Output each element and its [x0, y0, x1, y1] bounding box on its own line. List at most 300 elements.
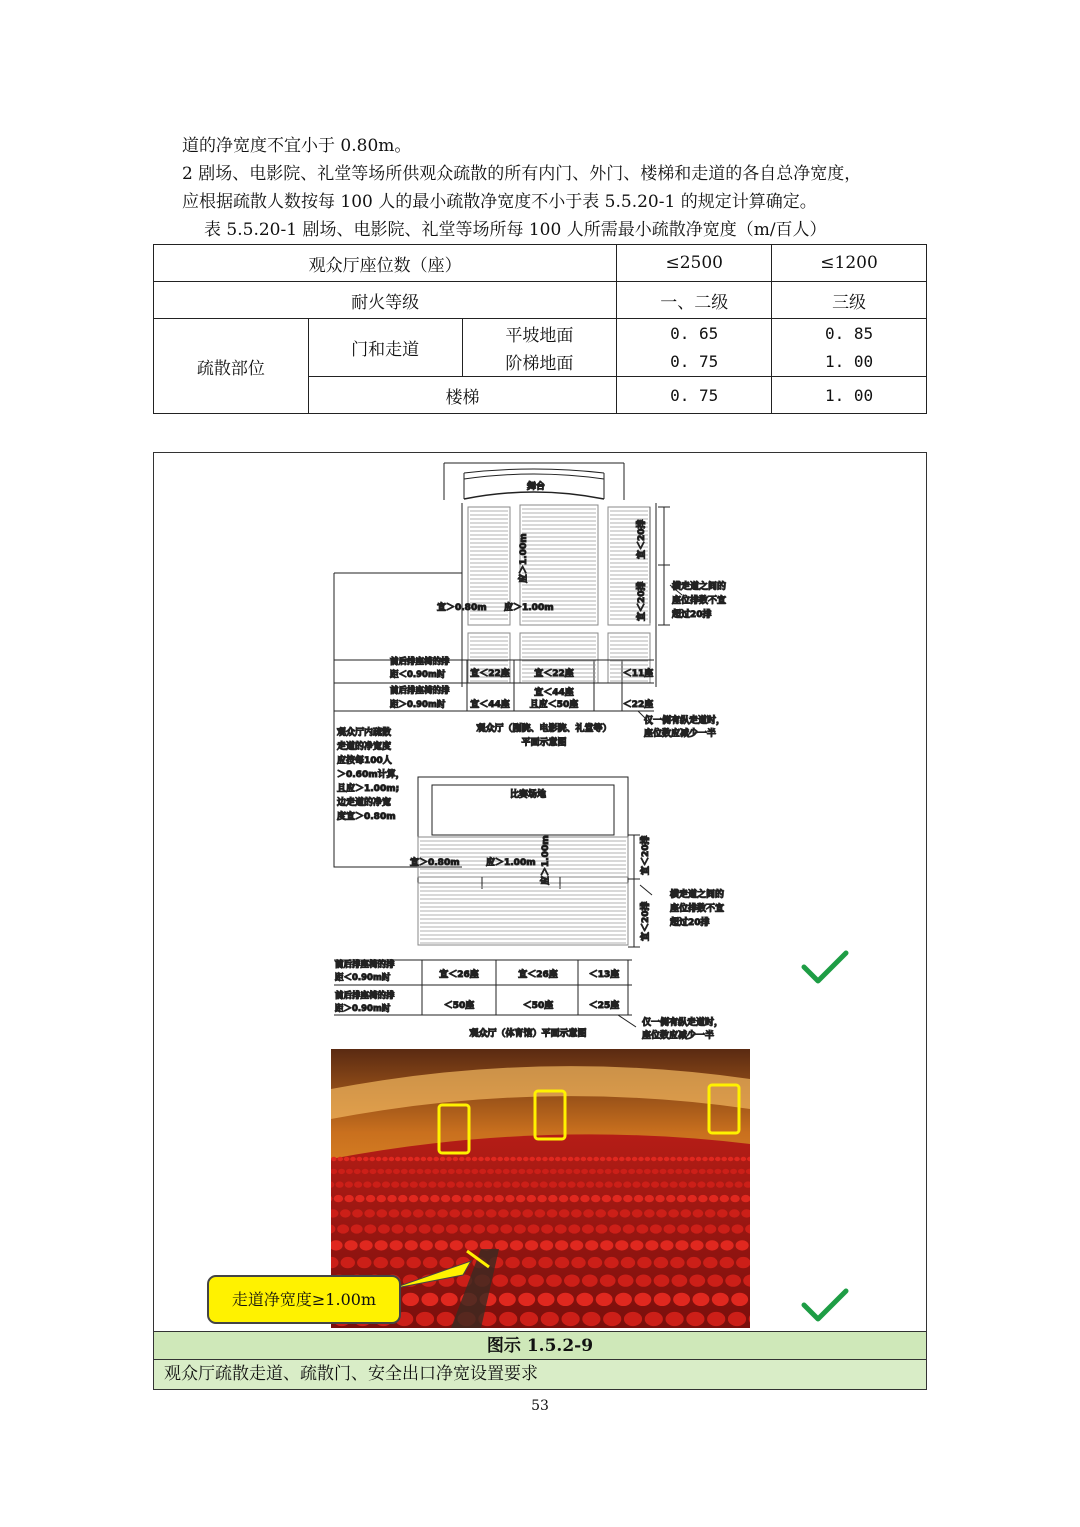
row1-label-1: 前后排座椅的排	[390, 657, 450, 667]
seat	[375, 1240, 388, 1250]
seat	[340, 1209, 351, 1217]
seat	[623, 1224, 635, 1233]
seat	[492, 1274, 508, 1286]
seat	[571, 1257, 585, 1268]
check-icon	[800, 949, 850, 987]
seat	[450, 1240, 463, 1250]
seat	[535, 1209, 546, 1217]
seat	[345, 1181, 353, 1187]
single-side-note2-2: 座位数应减少一半	[642, 1031, 715, 1041]
seat	[675, 1240, 688, 1250]
rows-note-2: 座位排数不宜	[672, 596, 727, 606]
seat	[655, 1195, 664, 1202]
seat	[423, 1257, 437, 1268]
seat	[677, 1157, 683, 1161]
seat	[503, 1169, 510, 1174]
seat	[478, 1157, 484, 1161]
aisle-width-callout: 走道净宽度≥1.00m	[207, 1275, 401, 1324]
left-note-6: 边走道的净宽	[337, 798, 392, 808]
seat	[716, 1181, 724, 1187]
seat	[595, 1181, 603, 1187]
seat	[505, 1195, 514, 1202]
door-aisle-label: 门和走道	[308, 319, 462, 377]
row3-val-center: 宜＜26座	[518, 970, 558, 980]
evacuation-part-label: 疏散部位	[154, 319, 309, 414]
seat	[687, 1257, 701, 1268]
seat	[344, 1157, 350, 1161]
seat	[464, 1169, 471, 1174]
theater-seat-rows	[470, 509, 648, 681]
seat	[354, 1169, 361, 1174]
seat	[402, 1293, 419, 1306]
seat	[555, 1224, 567, 1233]
seat	[618, 1274, 634, 1286]
seat	[504, 1157, 510, 1161]
seat	[623, 1195, 632, 1202]
seat	[721, 1240, 734, 1250]
seat	[555, 1240, 568, 1250]
seat	[390, 1240, 403, 1250]
seat	[370, 1169, 377, 1174]
seat	[637, 1257, 651, 1268]
seat	[462, 1195, 471, 1202]
seat	[589, 1169, 596, 1174]
main-aisle-width: 应＞1.00m	[504, 603, 554, 613]
gym-seat-rows	[420, 841, 626, 943]
seat	[741, 1157, 747, 1161]
seat	[446, 1157, 452, 1161]
seat	[725, 1181, 733, 1187]
seat	[357, 1257, 371, 1268]
row1-label-2: 距＜0.90m时	[390, 670, 446, 680]
seat	[536, 1157, 542, 1161]
left-note-1: 观众厅内疏散	[337, 728, 392, 738]
seat	[645, 1312, 663, 1326]
flat-floor-label: 平坡地面	[462, 319, 617, 348]
seat	[529, 1157, 535, 1161]
seat	[707, 1274, 723, 1286]
seat	[677, 1224, 689, 1233]
seat	[613, 1169, 620, 1174]
figure-title: 图示 1.5.2-9	[154, 1331, 926, 1360]
seat	[679, 1181, 687, 1187]
single-side-note-1: 仅一侧有纵走道时，	[644, 716, 726, 726]
seat	[714, 1169, 721, 1174]
seat	[512, 1181, 520, 1187]
row4-val-left: ＜50座	[443, 1001, 475, 1011]
seat	[636, 1224, 648, 1233]
seat	[650, 1224, 662, 1233]
seat	[400, 1181, 408, 1187]
seat	[542, 1169, 549, 1174]
stage-label: 舞台	[526, 482, 546, 492]
row2-val-left: 宜＜44座	[470, 700, 510, 710]
seat	[437, 1209, 448, 1217]
seat	[660, 1240, 673, 1250]
table-caption: 表 5.5.20-1 剧场、电影院、礼堂等场所每 100 人所需最小疏散净宽度（m/百人）	[204, 220, 827, 240]
seat	[362, 1169, 369, 1174]
seat	[495, 1169, 502, 1174]
seat	[484, 1195, 493, 1202]
seat	[363, 1157, 369, 1161]
seat	[419, 1224, 431, 1233]
seat	[688, 1181, 696, 1187]
seat	[690, 1240, 703, 1250]
seat	[549, 1181, 557, 1187]
row1-val-left: 宜＜22座	[470, 669, 510, 679]
seat	[491, 1157, 497, 1161]
seat	[538, 1293, 555, 1306]
aisle-width-note	[336, 726, 405, 822]
left-note-2: 走道的净宽度	[337, 742, 392, 752]
seat	[558, 1181, 566, 1187]
seat	[730, 1169, 737, 1174]
seat	[709, 1195, 718, 1202]
seat	[409, 1169, 416, 1174]
seat	[687, 1195, 696, 1202]
seat	[582, 1224, 594, 1233]
seat	[581, 1169, 588, 1174]
seat	[555, 1257, 569, 1268]
paragraph-line-3: 应根据疏散人数按每 100 人的最小疏散净宽度不小于表 5.5.20-1 的规定计算确定。	[182, 192, 817, 212]
seat	[709, 1157, 715, 1161]
seat	[421, 1293, 438, 1306]
seat	[657, 1157, 663, 1161]
seat	[374, 1257, 388, 1268]
seat	[721, 1157, 727, 1161]
seat	[346, 1169, 353, 1174]
seat	[420, 1240, 433, 1250]
seats-1200: ≤1200	[772, 245, 927, 282]
stepped-floor-a: 0. 75	[617, 348, 772, 377]
seat	[692, 1293, 709, 1306]
row4-val-center: ＜50座	[522, 1001, 554, 1011]
gym-cross-aisle-width: 应＞1.00m	[541, 835, 551, 885]
seat	[351, 1224, 363, 1233]
seat	[670, 1181, 678, 1187]
seat	[516, 1195, 525, 1202]
seat	[704, 1224, 716, 1233]
seat	[473, 1195, 482, 1202]
row3-val-left: 宜＜26座	[439, 970, 479, 980]
seat	[703, 1257, 717, 1268]
seat	[534, 1169, 541, 1174]
rows-limit-a: 宜＜20排	[637, 519, 647, 559]
seat	[447, 1181, 455, 1187]
rows-note-3: 超过20排	[672, 610, 712, 620]
seat	[615, 1240, 628, 1250]
seat	[517, 1157, 523, 1161]
seat	[634, 1195, 643, 1202]
row4-val-right: ＜25座	[588, 1001, 620, 1011]
seat	[612, 1195, 621, 1202]
seat	[605, 1181, 613, 1187]
row4-label-1: 前后排座椅的排	[335, 991, 395, 1001]
seat	[568, 1181, 576, 1187]
seat	[440, 1157, 446, 1161]
seat	[691, 1169, 698, 1174]
seat	[666, 1312, 684, 1326]
seat	[577, 1181, 585, 1187]
seat	[557, 1293, 574, 1306]
seat	[357, 1157, 363, 1161]
seat	[389, 1209, 400, 1217]
seat	[472, 1157, 478, 1161]
seat	[518, 1169, 525, 1174]
seat	[392, 1224, 404, 1233]
seat	[540, 1181, 548, 1187]
seat	[355, 1195, 364, 1202]
seat	[341, 1257, 355, 1268]
rows-limit-d: 宜＜20排	[641, 901, 651, 941]
seat	[632, 1157, 638, 1161]
row2-val-right: ＜22座	[622, 700, 654, 710]
seat	[398, 1195, 407, 1202]
seat	[439, 1257, 453, 1268]
seat	[409, 1195, 418, 1202]
paragraph-line-2: 2 剧场、电影院、礼堂等场所供观众疏散的所有内门、外门、楼梯和走道的各自总净宽度，	[182, 164, 862, 184]
seat	[738, 1169, 745, 1174]
seat	[352, 1209, 363, 1217]
seat	[410, 1181, 418, 1187]
seat	[440, 1169, 447, 1174]
fire-rating-3: 三级	[772, 282, 927, 319]
seat	[728, 1157, 734, 1161]
seat	[456, 1181, 464, 1187]
seat	[605, 1169, 612, 1174]
seat	[693, 1209, 704, 1217]
seat	[642, 1181, 650, 1187]
figure-description: 观众厅疏散走道、疏散门、安全出口净宽设置要求	[154, 1360, 926, 1389]
seat	[673, 1293, 690, 1306]
stepped-floor-b: 1. 00	[772, 348, 927, 377]
seat	[337, 1157, 343, 1161]
seat	[493, 1181, 501, 1187]
seat	[570, 1195, 579, 1202]
seat	[530, 1181, 538, 1187]
seat	[460, 1224, 472, 1233]
seat	[406, 1257, 420, 1268]
seat	[699, 1169, 706, 1174]
seat	[628, 1169, 635, 1174]
seat	[729, 1209, 740, 1217]
seat	[568, 1224, 580, 1233]
row2-val-center-sub: 且应＜50座	[529, 700, 579, 710]
seat	[432, 1224, 444, 1233]
seat	[652, 1169, 659, 1174]
seat	[623, 1181, 631, 1187]
seat	[715, 1157, 721, 1161]
flat-floor-a: 0. 65	[617, 319, 772, 348]
seat	[660, 1169, 667, 1174]
seat	[689, 1157, 695, 1161]
seat	[568, 1157, 574, 1161]
seat	[465, 1240, 478, 1250]
seat	[334, 1195, 343, 1202]
seat	[473, 1224, 485, 1233]
seat	[558, 1169, 565, 1174]
seat	[484, 1181, 492, 1187]
seat	[559, 1209, 570, 1217]
seat	[456, 1169, 463, 1174]
seat	[485, 1157, 491, 1161]
seat	[736, 1240, 749, 1250]
flat-floor-b: 0. 85	[772, 319, 927, 348]
seat	[331, 1157, 337, 1161]
seat	[728, 1312, 746, 1326]
seat	[722, 1169, 729, 1174]
seat	[417, 1169, 424, 1174]
seat	[667, 1169, 674, 1174]
seat	[500, 1224, 512, 1233]
seat	[666, 1195, 675, 1202]
seat	[389, 1157, 395, 1161]
seat	[465, 1157, 471, 1161]
seat	[680, 1209, 691, 1217]
seat	[686, 1312, 704, 1326]
seat	[541, 1224, 553, 1233]
seat	[462, 1209, 473, 1217]
fire-rating-label: 耐火等级	[154, 282, 617, 319]
seat	[401, 1157, 407, 1161]
seat	[364, 1209, 375, 1217]
seat	[487, 1224, 499, 1233]
seat	[600, 1157, 606, 1161]
seat	[698, 1195, 707, 1202]
seat	[514, 1224, 526, 1233]
seat	[581, 1157, 587, 1161]
seat	[591, 1195, 600, 1202]
seat	[586, 1181, 594, 1187]
seat	[549, 1157, 555, 1161]
seat	[664, 1157, 670, 1161]
seat	[619, 1157, 625, 1161]
seat	[540, 1240, 553, 1250]
seat	[475, 1181, 483, 1187]
theater-title-1: 观众厅（剧院、电影院、礼堂等）	[476, 724, 612, 734]
seat	[437, 1312, 455, 1326]
seat	[705, 1209, 716, 1217]
seat	[614, 1181, 622, 1187]
seat	[425, 1209, 436, 1217]
seat	[668, 1209, 679, 1217]
seat	[441, 1195, 450, 1202]
seat	[632, 1209, 643, 1217]
seat	[408, 1157, 414, 1161]
seat	[670, 1157, 676, 1161]
seat	[585, 1240, 598, 1250]
side-aisle-width: 宜＞0.80m	[437, 603, 487, 613]
seat	[566, 1169, 573, 1174]
seat	[424, 1169, 431, 1174]
row3-label-1: 前后排座椅的排	[335, 960, 395, 970]
rows-note2-3: 超过20排	[670, 918, 710, 928]
check-icon	[800, 1287, 850, 1325]
left-note-3: 应按每100人	[337, 756, 392, 766]
seat	[602, 1195, 611, 1202]
rows-note-1: 横走道之间的	[672, 582, 727, 592]
seat	[624, 1312, 642, 1326]
seat	[405, 1224, 417, 1233]
seat	[670, 1257, 684, 1268]
seat	[675, 1169, 682, 1174]
seat	[574, 1157, 580, 1161]
seat	[580, 1195, 589, 1202]
seat	[677, 1195, 686, 1202]
seat	[364, 1224, 376, 1233]
seat	[573, 1169, 580, 1174]
seat	[382, 1181, 390, 1187]
seat	[559, 1195, 568, 1202]
seat	[541, 1312, 559, 1326]
rows-note2-2: 座位排数不宜	[670, 904, 725, 914]
seat	[438, 1181, 446, 1187]
seat	[416, 1312, 434, 1326]
stepped-floor-label: 阶梯地面	[462, 348, 617, 377]
seat	[520, 1312, 538, 1326]
seat	[583, 1209, 594, 1217]
stairs-b: 1. 00	[772, 377, 927, 414]
seat	[432, 1169, 439, 1174]
seat	[651, 1181, 659, 1187]
seat	[718, 1224, 730, 1233]
seat	[660, 1181, 668, 1187]
seat	[446, 1224, 458, 1233]
seats-2500: ≤2500	[617, 245, 772, 282]
seat	[395, 1157, 401, 1161]
rows-limit-b: 宜＜20排	[637, 581, 647, 621]
seat	[414, 1157, 420, 1161]
seat	[725, 1274, 741, 1286]
seat	[448, 1169, 455, 1174]
seat	[435, 1240, 448, 1250]
seat	[526, 1169, 533, 1174]
seat	[707, 1169, 714, 1174]
seat	[555, 1157, 561, 1161]
seat	[390, 1257, 404, 1268]
seat	[689, 1274, 705, 1286]
seat	[587, 1157, 593, 1161]
seat	[664, 1224, 676, 1233]
seat	[537, 1195, 546, 1202]
seat	[459, 1157, 465, 1161]
seat	[735, 1181, 743, 1187]
seat	[562, 1312, 580, 1326]
seat	[336, 1181, 344, 1187]
seat	[593, 1157, 599, 1161]
seat	[645, 1195, 654, 1202]
seat	[600, 1240, 613, 1250]
seat	[373, 1181, 381, 1187]
seat	[378, 1224, 390, 1233]
seat	[521, 1181, 529, 1187]
seat	[449, 1209, 460, 1217]
single-side-note-2: 座位数应减少一半	[644, 729, 717, 739]
seat	[433, 1157, 439, 1161]
seat	[345, 1240, 358, 1250]
seat	[405, 1240, 418, 1250]
seat	[503, 1181, 511, 1187]
paragraph-line-1: 道的净宽度不宜小于 0.80m。	[182, 136, 412, 156]
seat	[453, 1157, 459, 1161]
seat	[528, 1274, 544, 1286]
seat	[734, 1157, 740, 1161]
seat	[428, 1181, 436, 1187]
seat	[604, 1257, 618, 1268]
seat	[596, 1293, 613, 1306]
seat	[363, 1181, 371, 1187]
seat	[338, 1169, 345, 1174]
